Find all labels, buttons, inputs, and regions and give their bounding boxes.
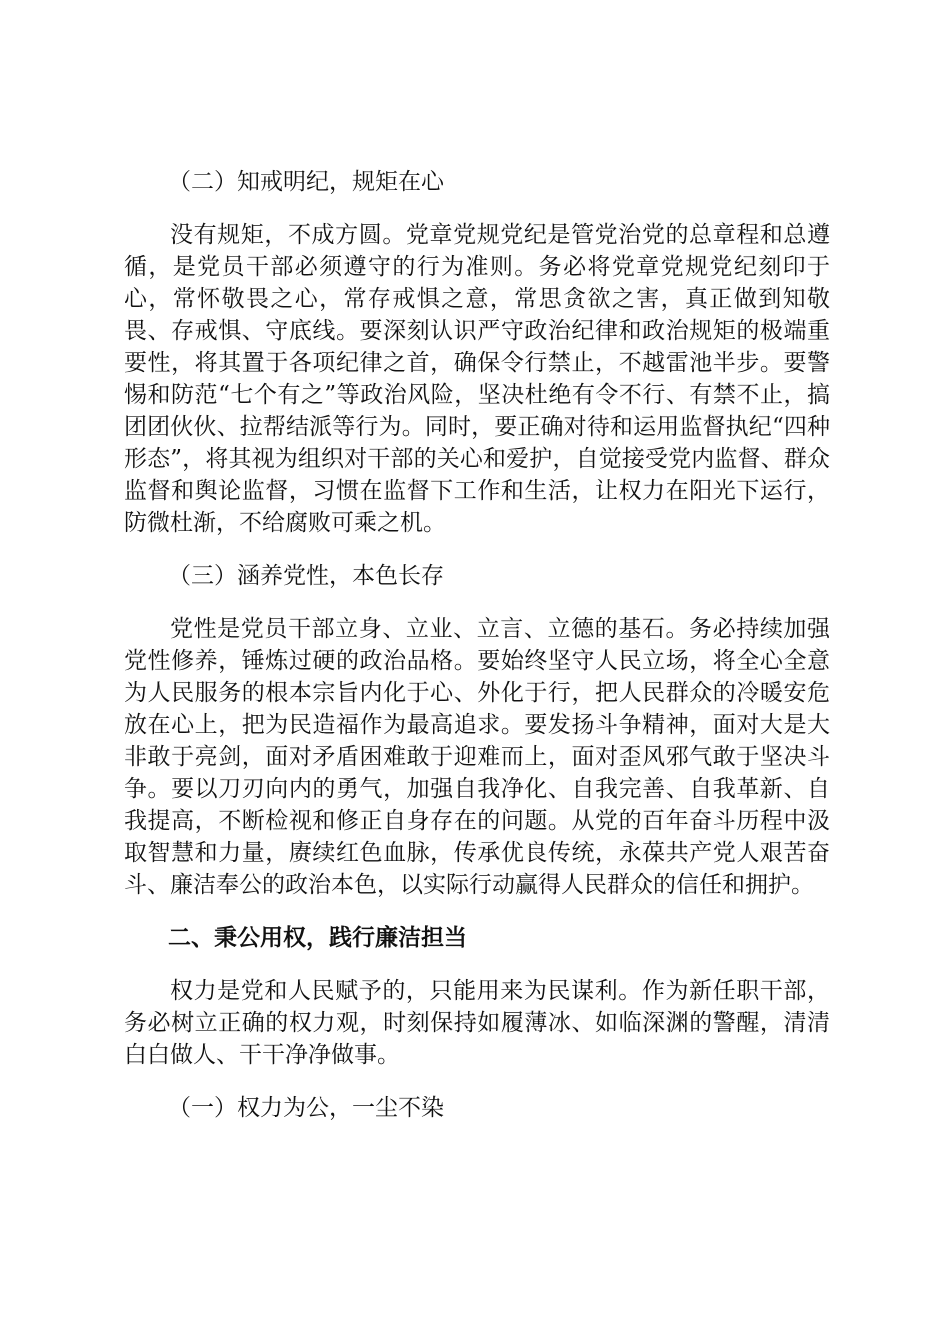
document-page	[124, 166, 830, 1124]
paragraph-use-power: 权力是党和人民赋予的，只能用来为民谋利。作为新任职干部，务必树立正确的权力观，时刻保持如履薄冰、如临深渊的警醒，清清白白做人、干干净净做事。	[124, 978, 830, 1068]
sub-heading-party-spirit: （三）涵养党性，本色长存	[168, 563, 444, 589]
section-heading-use-power: 二、秉公用权，践行廉洁担当	[168, 924, 467, 951]
sub-heading-power-for-public: （一）权力为公，一尘不染	[168, 1095, 444, 1121]
paragraph-discipline: 没有规矩，不成方圆。党章党规党纪是管党治党的总章程和总遵循，是党员干部必须遵守的行为准则。务必将党章党规党纪刻印于心，常怀敬畏之心，常存戒惧之意，常思贪欲之害，真正做到知敬畏、存戒惧、守底线。要深刻认识严守政治纪律和政治规矩的极端重要性，将其置于各项纪律之首，确保令行禁止，不越雷池半步。要警惕和防范“七个有之”等政治风险，坚决杜绝有令不行、有禁不止，搞团团伙伙、拉帮结派等行为。同时，要正确对待和运用监督执纪“四种形态”，将其视为组织对干部的关心和爱护，自觉接受党内监督、群众监督和舆论监督，习惯在监督下工作和生活，让权力在阳光下运行，防微杜渐，不给腐败可乘之机。	[124, 222, 830, 536]
sub-heading-know-discipline: （二）知戒明纪，规矩在心	[168, 169, 444, 195]
paragraph-party-spirit: 党性是党员干部立身、立业、立言、立德的基石。务必持续加强党性修养，锤炼过硬的政治品格。要始终坚守人民立场，将全心全意为人民服务的根本宗旨内化于心、外化于行，把人民群众的冷暖安危放在心上，把为民造福作为最高追求。要发扬斗争精神，面对大是大非敢于亮剑，面对矛盾困难敢于迎难而上，面对歪风邪气敢于坚决斗争。要以刀刃向内的勇气，加强自我净化、自我完善、自我革新、自我提高，不断检视和修正自身存在的问题。从党的百年奋斗历程中汲取智慧和力量，赓续红色血脉，传承优良传统，永葆共产党人艰苦奋斗、廉洁奉公的政治本色，以实际行动赢得人民群众的信任和拥护。	[124, 616, 830, 898]
